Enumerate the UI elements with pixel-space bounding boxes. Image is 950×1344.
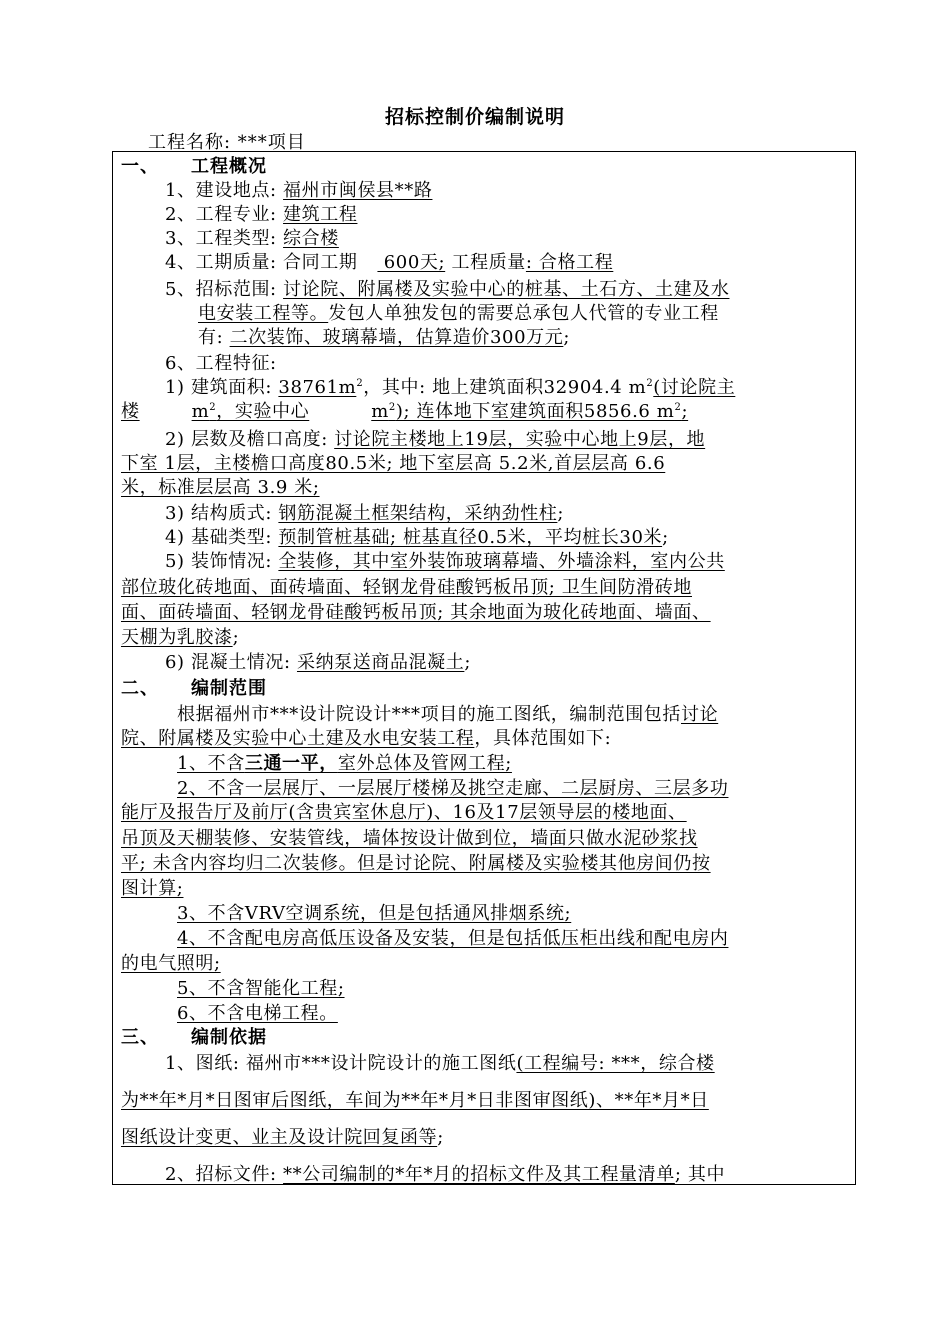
basis-tender-line: 2、招标文件: **公司编制的*年*月的招标文件及其工程量清单; 其中 [165, 1164, 726, 1185]
discipline-value: 建筑工程 [283, 204, 358, 225]
scope-paragraph-2: 院、附属楼及实验中心土建及水电安装工程，具体范围如下: [121, 728, 612, 749]
section-title: 编制依据 [191, 1027, 267, 1048]
section-title: 工程概况 [191, 156, 267, 177]
exclusion-item-3: 3、不含VRV空调系统，但是包括通风排烟系统; [177, 903, 572, 924]
exclusion-item-2-line-3: 吊顶及天棚装修、安装管线，墙体按设计做到位，墙面只做水泥砂浆找 [121, 828, 698, 849]
section-3-heading [121, 1026, 849, 1050]
specialty-works-value: 二次装饰、玻璃幕墙，估算造价300万元 [229, 327, 564, 348]
section-title: 编制范围 [191, 678, 267, 699]
quality-value: : 合格工程 [525, 252, 614, 273]
floors-height-line-2: 下室 1层，主楼檐口高度80.5米; 地下室层高 5.2米,首层层高 6.6 [121, 453, 666, 474]
foundation-line: 4) 基础类型: 预制管桩基础; 桩基直径0.5米，平均桩长30米; [165, 527, 669, 548]
discipline-line: 2、工程专业: 建筑工程 [165, 204, 358, 225]
floors-height-line: 2) 层数及檐口高度: 讨论院主楼地上19层，实验中心地上9层，地 [165, 429, 706, 450]
project-name-label: 工程名称: ***项目 [148, 132, 306, 153]
decoration-line-3: 面、面砖墙面、轻钢龙骨硅酸钙板吊顶; 其余地面为玻化砖地面、墙面、 [121, 602, 711, 623]
concrete-line: 6) 混凝土情况: 采纳泵送商品混凝土; [165, 652, 472, 673]
section-number: 二、 [121, 678, 159, 699]
site-location-value: 福州市闽侯县**路 [283, 180, 433, 201]
decoration-line-4: 天棚为乳胶漆; [121, 627, 240, 648]
basis-drawings-line-3: 图纸设计变更、业主及设计院回复函等; [121, 1127, 444, 1148]
exclusion-item-2-line-5: 图计算; [121, 878, 184, 899]
scope-paragraph: 根据福州市***设计院设计***项目的施工图纸，编制范围包括讨论 [177, 704, 719, 725]
project-type-line: 3、工程类型: 综合楼 [165, 228, 339, 249]
project-type-value: 综合楼 [283, 228, 339, 249]
exclusion-item-6: 6、不含电梯工程。 [177, 1003, 338, 1024]
bid-scope-value: 讨论院、附属楼及实验中心的桩基、土石方、土建及水 [283, 279, 730, 300]
section-2-heading [121, 677, 849, 701]
decoration-line-2: 部位玻化砖地面、面砖墙面、轻钢龙骨硅酸钙板吊顶; 卫生间防滑砖地 [121, 577, 692, 598]
bid-scope-line: 5、招标范围: 讨论院、附属楼及实验中心的桩基、土石方、土建及水 [165, 279, 730, 300]
section-1-heading [121, 155, 849, 179]
bid-scope-line-3: 有: 二次装饰、玻璃幕墙，估算造价300万元; [198, 327, 571, 348]
schedule-quality-line: 4、工期质量: 合同工期 600天; 工程质量: 合格工程 [165, 252, 614, 273]
exclusion-item-2: 2、不含一层展厅、一层展厅楼梯及挑空走廊、二层厨房、三层多功 [177, 778, 729, 799]
basis-drawings-line: 1、图纸: 福州市***设计院设计的施工图纸(工程编号: ***，综合楼 [165, 1053, 715, 1074]
exclusion-item-2-line-2: 能厅及报告厅及前厅(含贵宾室休息厅)、16及17层领导层的楼地面、 [121, 802, 687, 823]
exclusion-item-4: 4、不含配电房高低压设备及安装，但是包括低压柜出线和配电房内 [177, 928, 729, 949]
section-number: 三、 [121, 1027, 159, 1048]
document-title: 招标控制价编制说明 [384, 106, 565, 128]
features-heading: 6、工程特征: [165, 353, 277, 374]
floors-height-line-3: 米，标准层层高 3.9 米; [121, 477, 320, 498]
exclusion-item-4-line-2: 的电气照明; [121, 953, 221, 974]
bid-scope-line-2: 电安装工程等。发包人单独发包的需要总承包人代管的专业工程 [198, 303, 719, 324]
contract-days-value: 600天; [377, 252, 446, 273]
building-area-line-2: 楼 $m^2$，实验中心 $m^2$); 连体地下室建筑面积5856.6 $m^2$; [121, 401, 689, 422]
basis-drawings-line-2: 为**年*月*日图审后图纸，车间为**年*月*日非图审图纸)、**年*月*日 [121, 1090, 709, 1111]
exclusion-item-1: 1、不含三通一平，室外总体及管网工程; [177, 753, 512, 774]
structure-line: 3) 结构质式: 钢筋混凝土框架结构，采纳劲性柱; [165, 503, 565, 524]
section-number: 一、 [121, 156, 159, 177]
site-location-line: 1、建设地点: 福州市闽侯县**路 [165, 180, 433, 201]
exclusion-item-2-line-4: 平; 未含内容均归二次装修。但是讨论院、附属楼及实验楼其他房间仍按 [121, 853, 711, 874]
building-area-line: 1) 建筑面积: $38761m^2$，其中: 地上建筑面积32904.4 $m^2$(讨论院主 [165, 377, 736, 398]
exclusion-item-5: 5、不含智能化工程; [177, 978, 345, 999]
decoration-line: 5) 装饰情况: 全装修，其中室外装饰玻璃幕墙、外墙涂料，室内公共 [165, 551, 725, 572]
